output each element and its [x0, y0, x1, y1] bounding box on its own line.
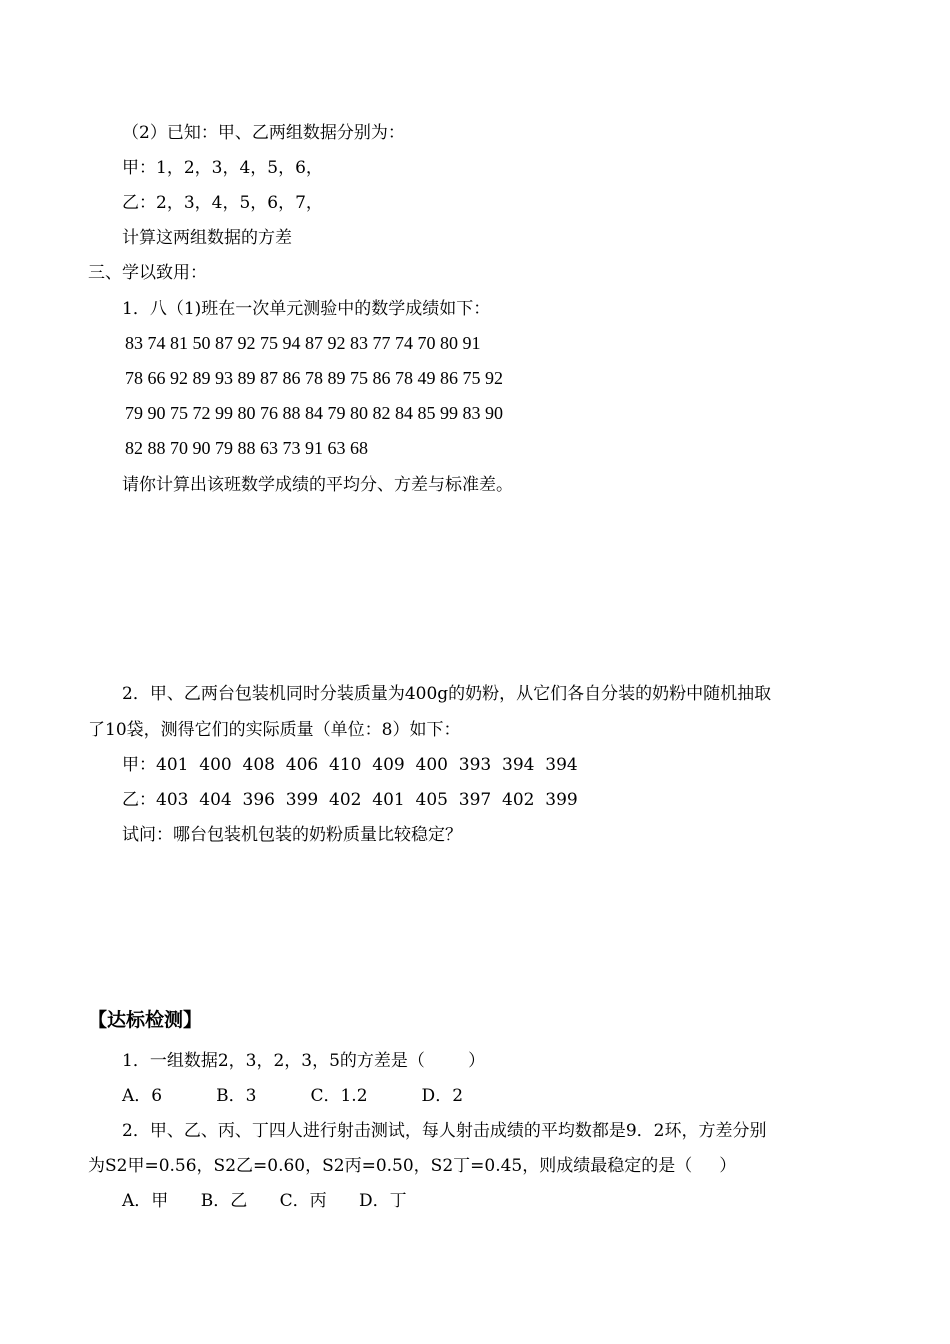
- score-row: 78 66 92 89 93 89 87 86 78 89 75 86 78 49 86 75 92: [125, 368, 503, 388]
- part2-intro: （2）已知：甲、乙两组数据分别为：: [122, 123, 405, 143]
- q2-line2: 了10袋，测得它们的实际质量（单位：8）如下：: [88, 720, 461, 740]
- score-row: 83 74 81 50 87 92 75 94 87 92 83 77 74 70 80 91: [125, 333, 481, 353]
- check-q2-options: A．甲 B．乙 C．丙 D．丁: [122, 1191, 407, 1211]
- q1-text: 1．八（1)班在一次单元测验中的数学成绩如下：: [122, 299, 491, 319]
- section3-heading: 三、学以致用：: [88, 263, 207, 283]
- part2-jia-data: 甲：1，2，3，4，5，6，: [122, 158, 323, 178]
- check-q2-line1: 2．甲、乙、丙、丁四人进行射击测试，每人射击成绩的平均数都是9．2环，方差分别: [122, 1121, 767, 1141]
- q2-task: 试问：哪台包装机包装的奶粉质量比较稳定？: [122, 825, 462, 845]
- q2-jia-data: 甲：401 400 408 406 410 409 400 393 394 394: [122, 755, 578, 775]
- part2-task: 计算这两组数据的方差: [122, 228, 292, 248]
- check-q1-text: 1．一组数据2，3，2，3，5的方差是（ ）: [122, 1051, 486, 1071]
- check-q2-line2: 为S2甲=0.56，S2乙=0.60，S2丙=0.50，S2丁=0.45，则成绩最稳定的是（ ）: [88, 1156, 737, 1176]
- score-row: 79 90 75 72 99 80 76 88 84 79 80 82 84 85 99 83 90: [125, 403, 503, 423]
- check-heading: 【达标检测】: [88, 1009, 203, 1031]
- q1-task: 请你计算出该班数学成绩的平均分、方差与标准差。: [122, 475, 513, 495]
- score-row: 82 88 70 90 79 88 63 73 91 63 68: [125, 438, 368, 458]
- check-q1-options: A．6 B．3 C．1.2 D．2: [122, 1086, 464, 1106]
- part2-yi-data: 乙：2，3，4，5，6，7，: [122, 193, 323, 213]
- q2-line1: 2．甲、乙两台包装机同时分装质量为400g的奶粉，从它们各自分装的奶粉中随机抽取: [122, 684, 772, 704]
- q2-yi-data: 乙：403 404 396 399 402 401 405 397 402 399: [122, 790, 578, 810]
